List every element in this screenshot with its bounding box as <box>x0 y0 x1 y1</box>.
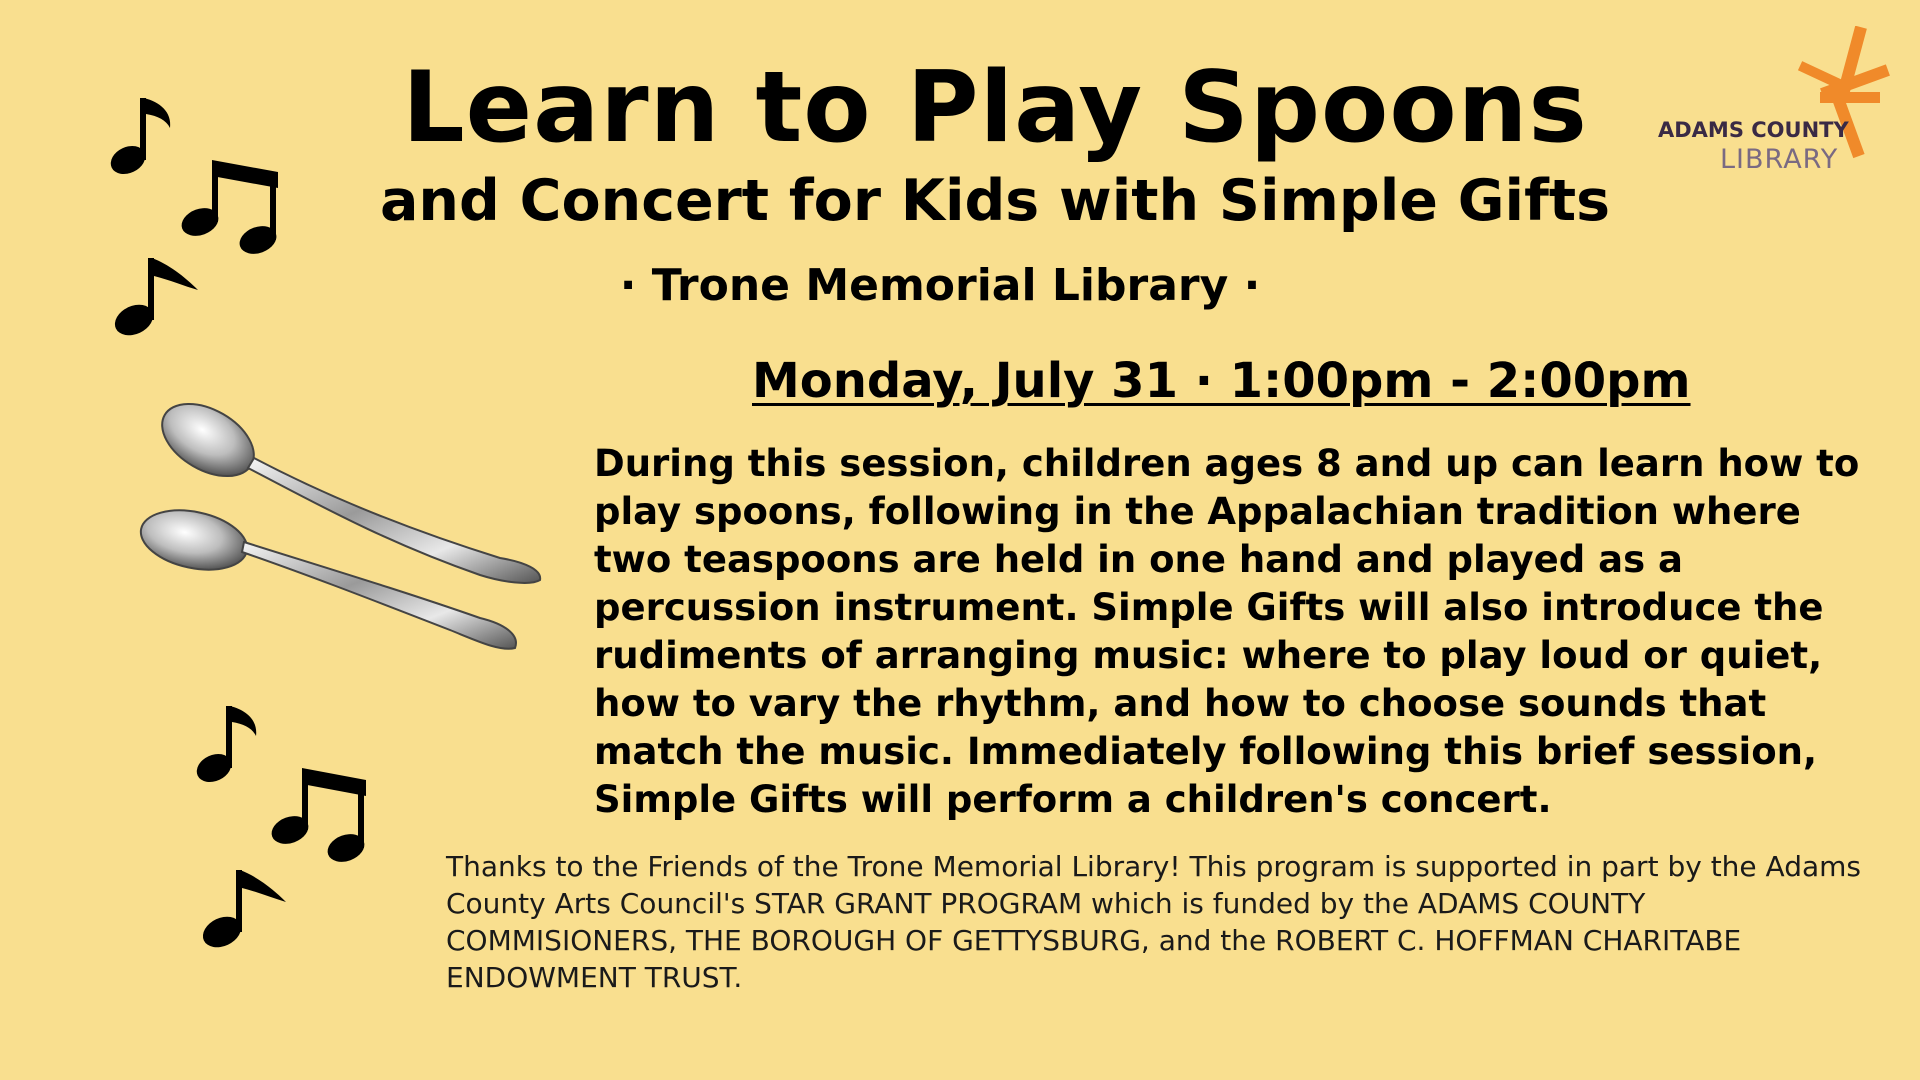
eighth-note-icon <box>110 258 198 341</box>
eighth-note-icon <box>198 870 286 953</box>
logo-text-library: LIBRARY <box>1720 144 1839 175</box>
event-title: Learn to Play Spoons <box>402 51 1588 165</box>
event-datetime: Monday, July 31 · 1:00pm - 2:00pm <box>752 353 1691 409</box>
event-location: · Trone Memorial Library · <box>619 260 1261 311</box>
event-subtitle: and Concert for Kids with Simple Gifts <box>379 168 1611 234</box>
music-notes-icon <box>190 700 390 960</box>
beamed-notes-icon <box>268 768 369 867</box>
event-description: During this session, children ages 8 and up can learn how to play spoons, following in the Appalachian tradition where two teaspoons are held in one hand and played as a percussion instrument. Simple Gifts will also introduce the rudiments of arranging music: where to play loud or quiet, how to vary the rhythm, and how to choose sounds that match the music. Immediately following this brief session, Simple Gifts will perform a children's concert. <box>594 442 1860 821</box>
eighth-note-icon <box>192 706 256 787</box>
spoon-bottom <box>135 501 516 648</box>
logo-text-adams-county: ADAMS COUNTY <box>1658 118 1849 142</box>
sponsor-acknowledgement: Thanks to the Friends of the Trone Memorial Library! This program is supported in part by the Adams County Arts Council's STAR GRANT PROGRAM which is funded by the ADAMS COUNTY COMMISIONERS, THE BOROUGH OF GETTYSBURG, and the ROBERT C. HOFFMAN CHARITABE ENDOWMENT TRUST. <box>446 850 1861 994</box>
spoons-image <box>130 390 560 680</box>
